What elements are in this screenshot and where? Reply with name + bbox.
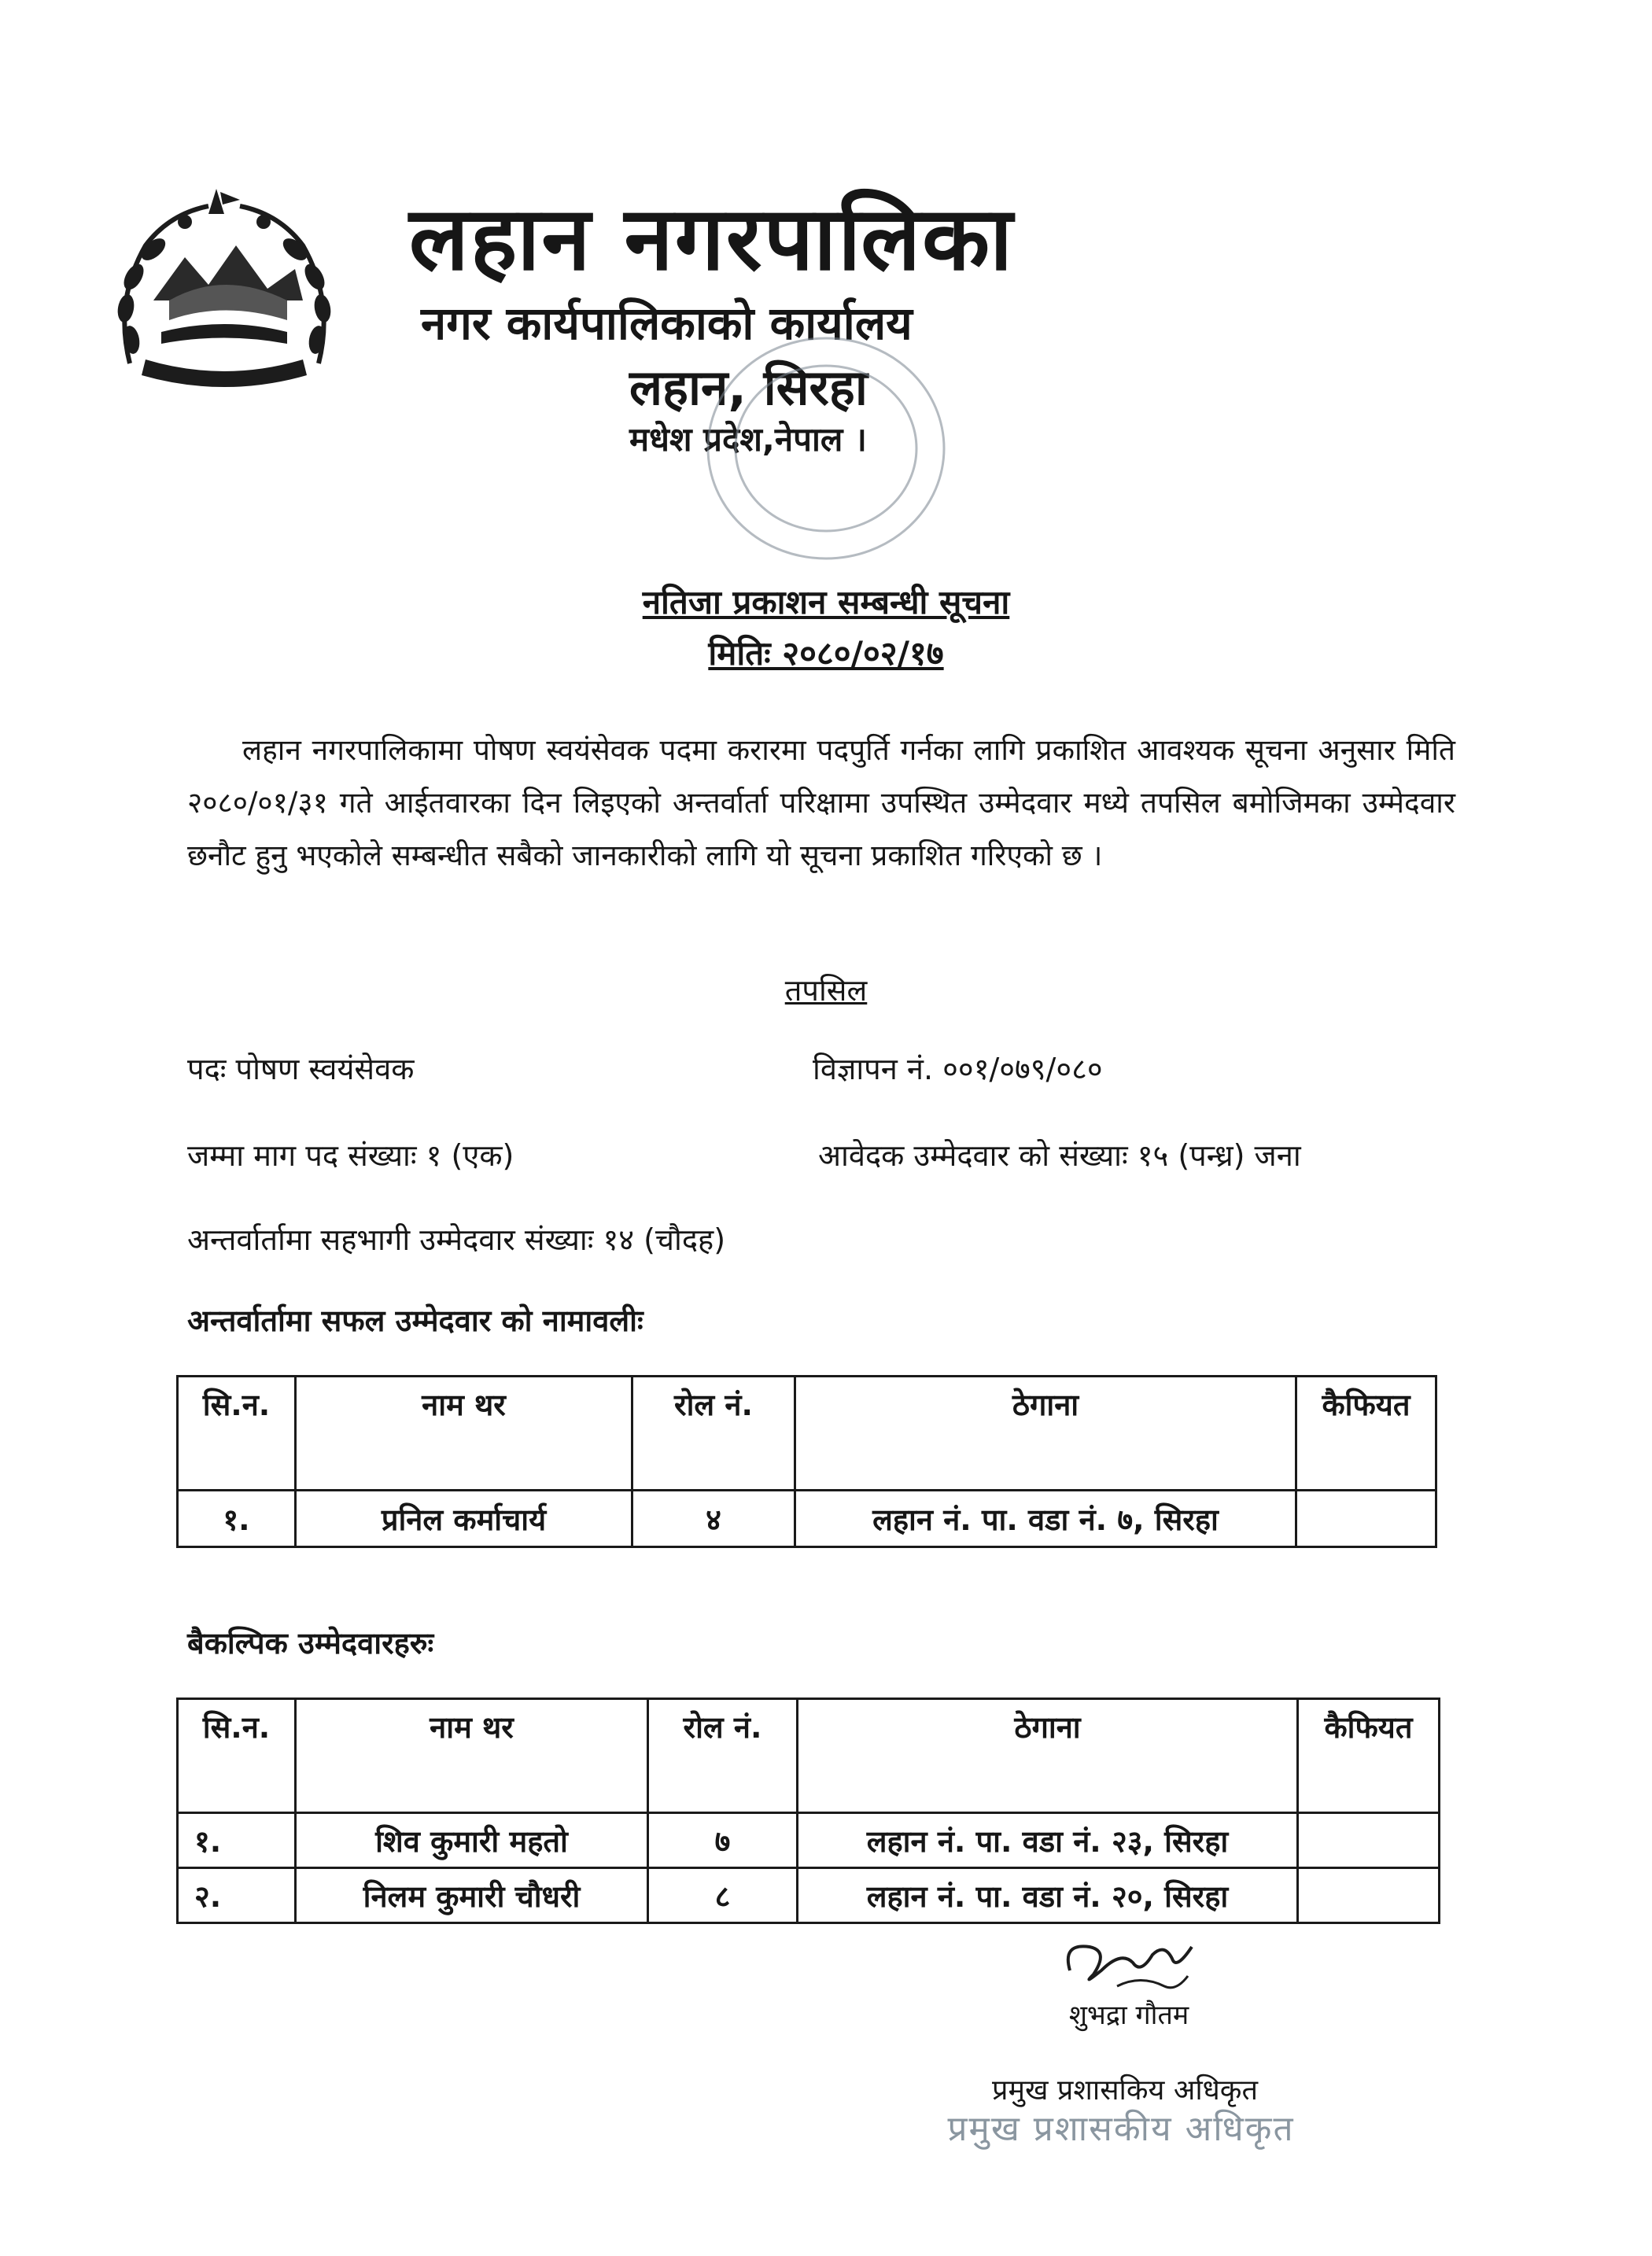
cell-name: निलम कुमारी चौधरी — [296, 1868, 648, 1923]
cell-name: प्रनिल कर्माचार्य — [296, 1491, 632, 1547]
alternate-heading: बैकल्पिक उम्मेदवारहरुः — [187, 1626, 434, 1661]
table-row — [178, 1813, 1440, 1868]
cell-serial: २. — [178, 1868, 296, 1923]
applicant-count: आवेदक उम्मेदवार को संख्याः १५ (पन्ध्र) जना — [818, 1138, 1301, 1173]
office-stamp-icon — [677, 315, 960, 574]
col-address: ठेगाना — [795, 1377, 1296, 1491]
notice-date: मितिः २०८०/०२/१७ — [708, 634, 944, 673]
office-province: मधेश प्रदेश,नेपाल । — [629, 420, 867, 459]
col-name: नाम थर — [296, 1377, 632, 1491]
table-row — [178, 1491, 1436, 1547]
tapasil-heading: तपसिल — [784, 973, 868, 1008]
signature-icon — [1046, 1927, 1204, 1998]
cell-roll: ४ — [632, 1491, 795, 1547]
cell-roll: ८ — [648, 1868, 798, 1923]
col-roll: रोल नं. — [648, 1699, 798, 1813]
cell-address: लहान नं. पा. वडा नं. ७, सिरहा — [795, 1491, 1296, 1547]
cell-serial: १. — [178, 1813, 296, 1868]
successful-candidates-table — [176, 1375, 1437, 1548]
table-header-row — [178, 1377, 1436, 1491]
municipality-title: लहान नगरपालिका — [409, 188, 1015, 290]
col-roll: रोल नं. — [632, 1377, 795, 1491]
post-info: पदः पोषण स्वयंसेवक — [187, 1052, 415, 1086]
signatory-designation: प्रमुख प्रशासकिय अधिकृत — [992, 2074, 1258, 2107]
successful-heading: अन्तर्वार्तामा सफल उम्मेदवार को नामावलीः — [187, 1303, 643, 1338]
notice-title: नतिजा प्रकाशन सम्बन्धी सूचना — [642, 583, 1010, 621]
cell-name: शिव कुमारी महतो — [296, 1813, 648, 1868]
signatory-name: शुभद्रा गौतम — [1068, 2000, 1189, 2031]
col-serial: सि.न. — [178, 1377, 296, 1491]
cell-serial: १. — [178, 1491, 296, 1547]
col-address: ठेगाना — [798, 1699, 1298, 1813]
advertisement-number: विज्ञापन नं. ००१/०७९/०८० — [813, 1052, 1103, 1086]
office-name: नगर कार्यपालिकाको कार्यालय — [421, 297, 913, 350]
nepal-emblem-icon — [98, 182, 350, 395]
cell-remarks — [1296, 1491, 1436, 1547]
office-city: लहान, सिरहा — [629, 359, 868, 416]
cell-address: लहान नं. पा. वडा नं. २०, सिरहा — [798, 1868, 1298, 1923]
designation-stamp: प्रमुख प्रशासकीय अधिकृत — [947, 2109, 1295, 2149]
cell-remarks — [1298, 1813, 1440, 1868]
col-serial: सि.न. — [178, 1699, 296, 1813]
notice-body: लहान नगरपालिकामा पोषण स्वयंसेवक पदमा करारमा पदपुर्ति गर्नका लागि प्रकाशित आवश्यक सूचना अनुसार मिति २०८०/०१/३१ गते आईतवारका दिन लिइएको अन्तर्वार्ता परिक्षामा उपस्थित उम्मेदवार मध्ये तपसिल बमोजिमका उम्मेदवार छनौट हुनु भएकोले सम्बन्धीत सबैको जानकारीको लागि यो सूचना प्रकाशित गरिएको छ । — [187, 733, 1455, 872]
alternate-candidates-table — [176, 1698, 1440, 1924]
col-remarks: कैफियत — [1296, 1377, 1436, 1491]
table-row — [178, 1868, 1440, 1923]
col-remarks: कैफियत — [1298, 1699, 1440, 1813]
col-name: नाम थर — [296, 1699, 648, 1813]
participant-count: अन्तर्वार्तामा सहभागी उम्मेदवार संख्याः १४ (चौदह) — [187, 1222, 726, 1257]
cell-address: लहान नं. पा. वडा नं. २३, सिरहा — [798, 1813, 1298, 1868]
cell-remarks — [1298, 1868, 1440, 1923]
table-header-row — [178, 1699, 1440, 1813]
demand-count: जम्मा माग पद संख्याः १ (एक) — [187, 1138, 514, 1173]
cell-roll: ७ — [648, 1813, 798, 1868]
